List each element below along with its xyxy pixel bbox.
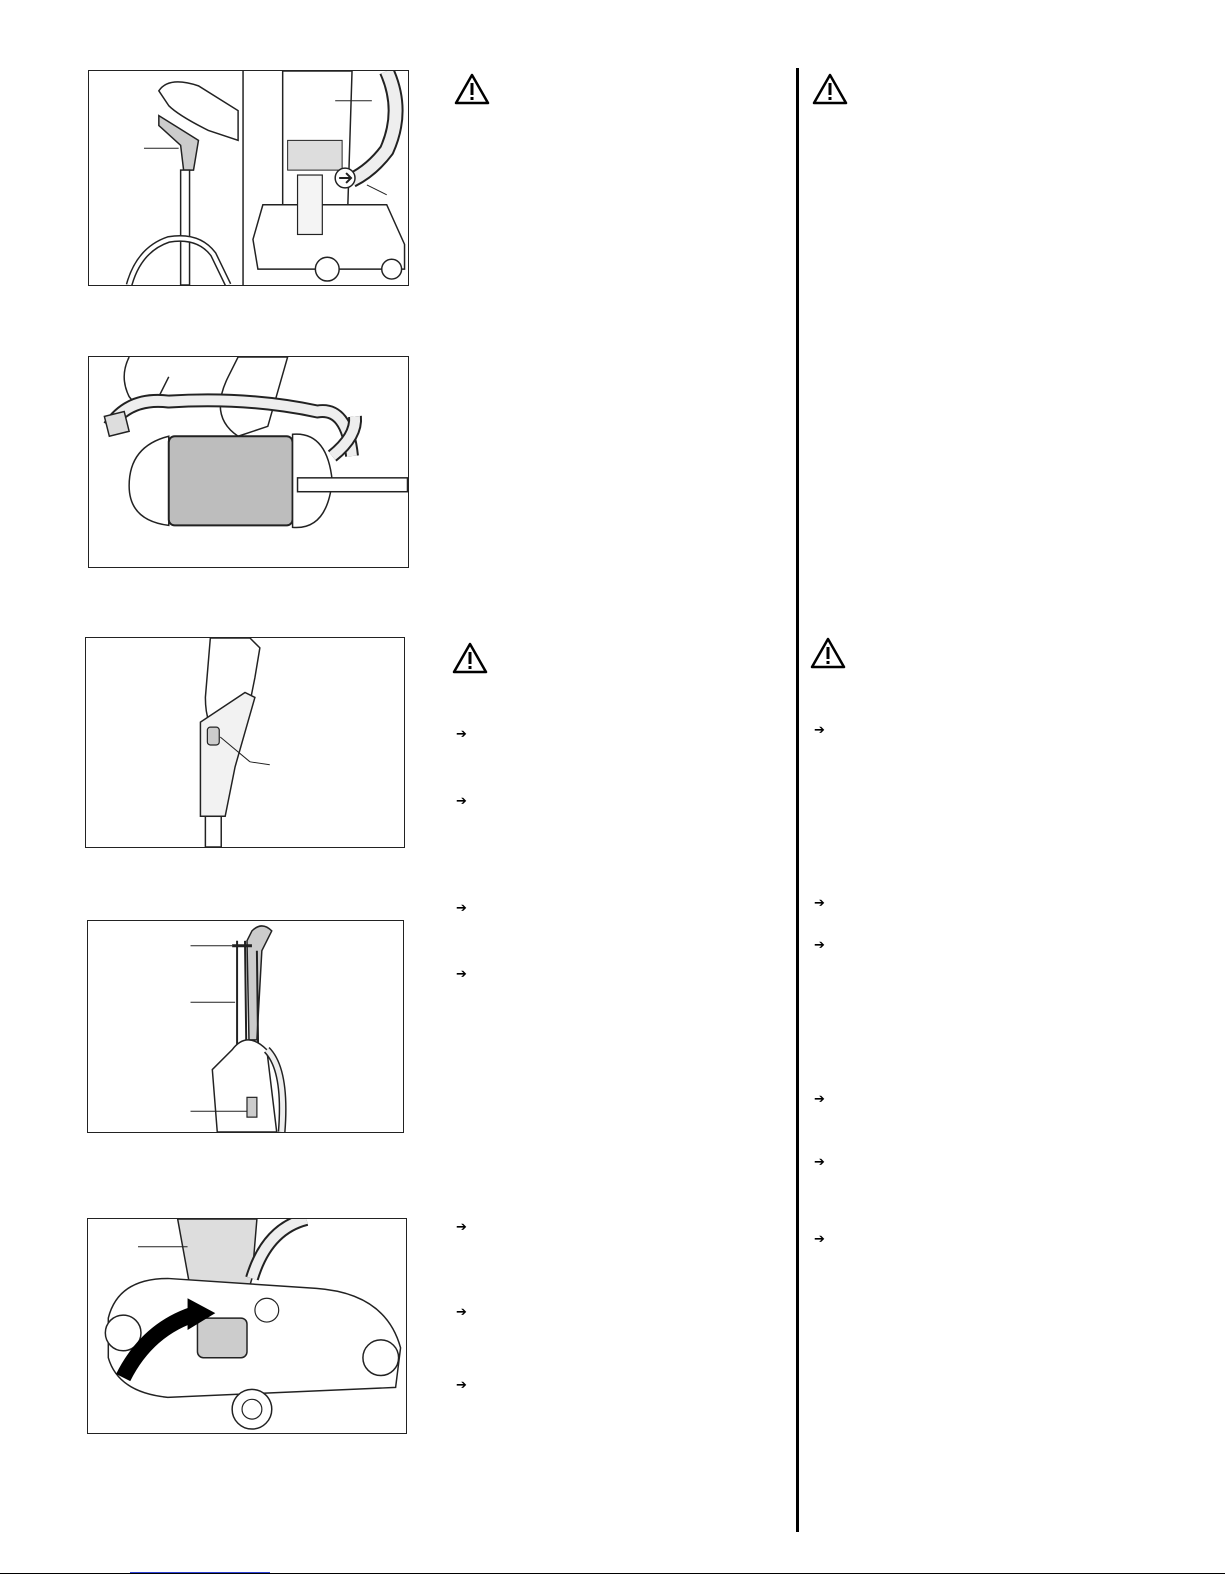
cord-wrap-illustration [88,921,403,1132]
warning-triangle-icon [810,636,846,670]
bullet-arrow-icon: ➔ [456,794,467,809]
figure-cord-wrap [87,920,404,1133]
bullet-arrow-icon: ➔ [814,1232,825,1247]
warning-triangle-icon [452,641,488,675]
figure-handle-hose [88,70,409,286]
figure-handle-grip [85,637,405,848]
handle-and-hose-illustration [89,71,408,285]
figure-canister [88,356,409,568]
bullet-arrow-icon: ➔ [814,1092,825,1107]
bullet-arrow-icon: ➔ [456,967,467,982]
power-nozzle-illustration [88,1219,406,1433]
footer-link-underline[interactable] [130,1572,270,1573]
bullet-arrow-icon: ➔ [456,1305,467,1320]
handle-grip-illustration [86,638,404,847]
bullet-arrow-icon: ➔ [814,723,825,738]
bullet-arrow-icon: ➔ [456,1220,467,1235]
bullet-arrow-icon: ➔ [456,1378,467,1393]
bullet-arrow-icon: ➔ [456,727,467,742]
figure-power-nozzle [87,1218,407,1434]
canister-cover-illustration [89,357,408,567]
bullet-arrow-icon: ➔ [814,896,825,911]
bullet-arrow-icon: ➔ [456,901,467,916]
column-divider [796,68,799,1532]
bullet-arrow-icon: ➔ [814,1155,825,1170]
bullet-arrow-icon: ➔ [814,938,825,953]
page-footer-rule [0,1573,1225,1574]
warning-triangle-icon [454,72,490,106]
warning-triangle-icon [812,72,848,106]
